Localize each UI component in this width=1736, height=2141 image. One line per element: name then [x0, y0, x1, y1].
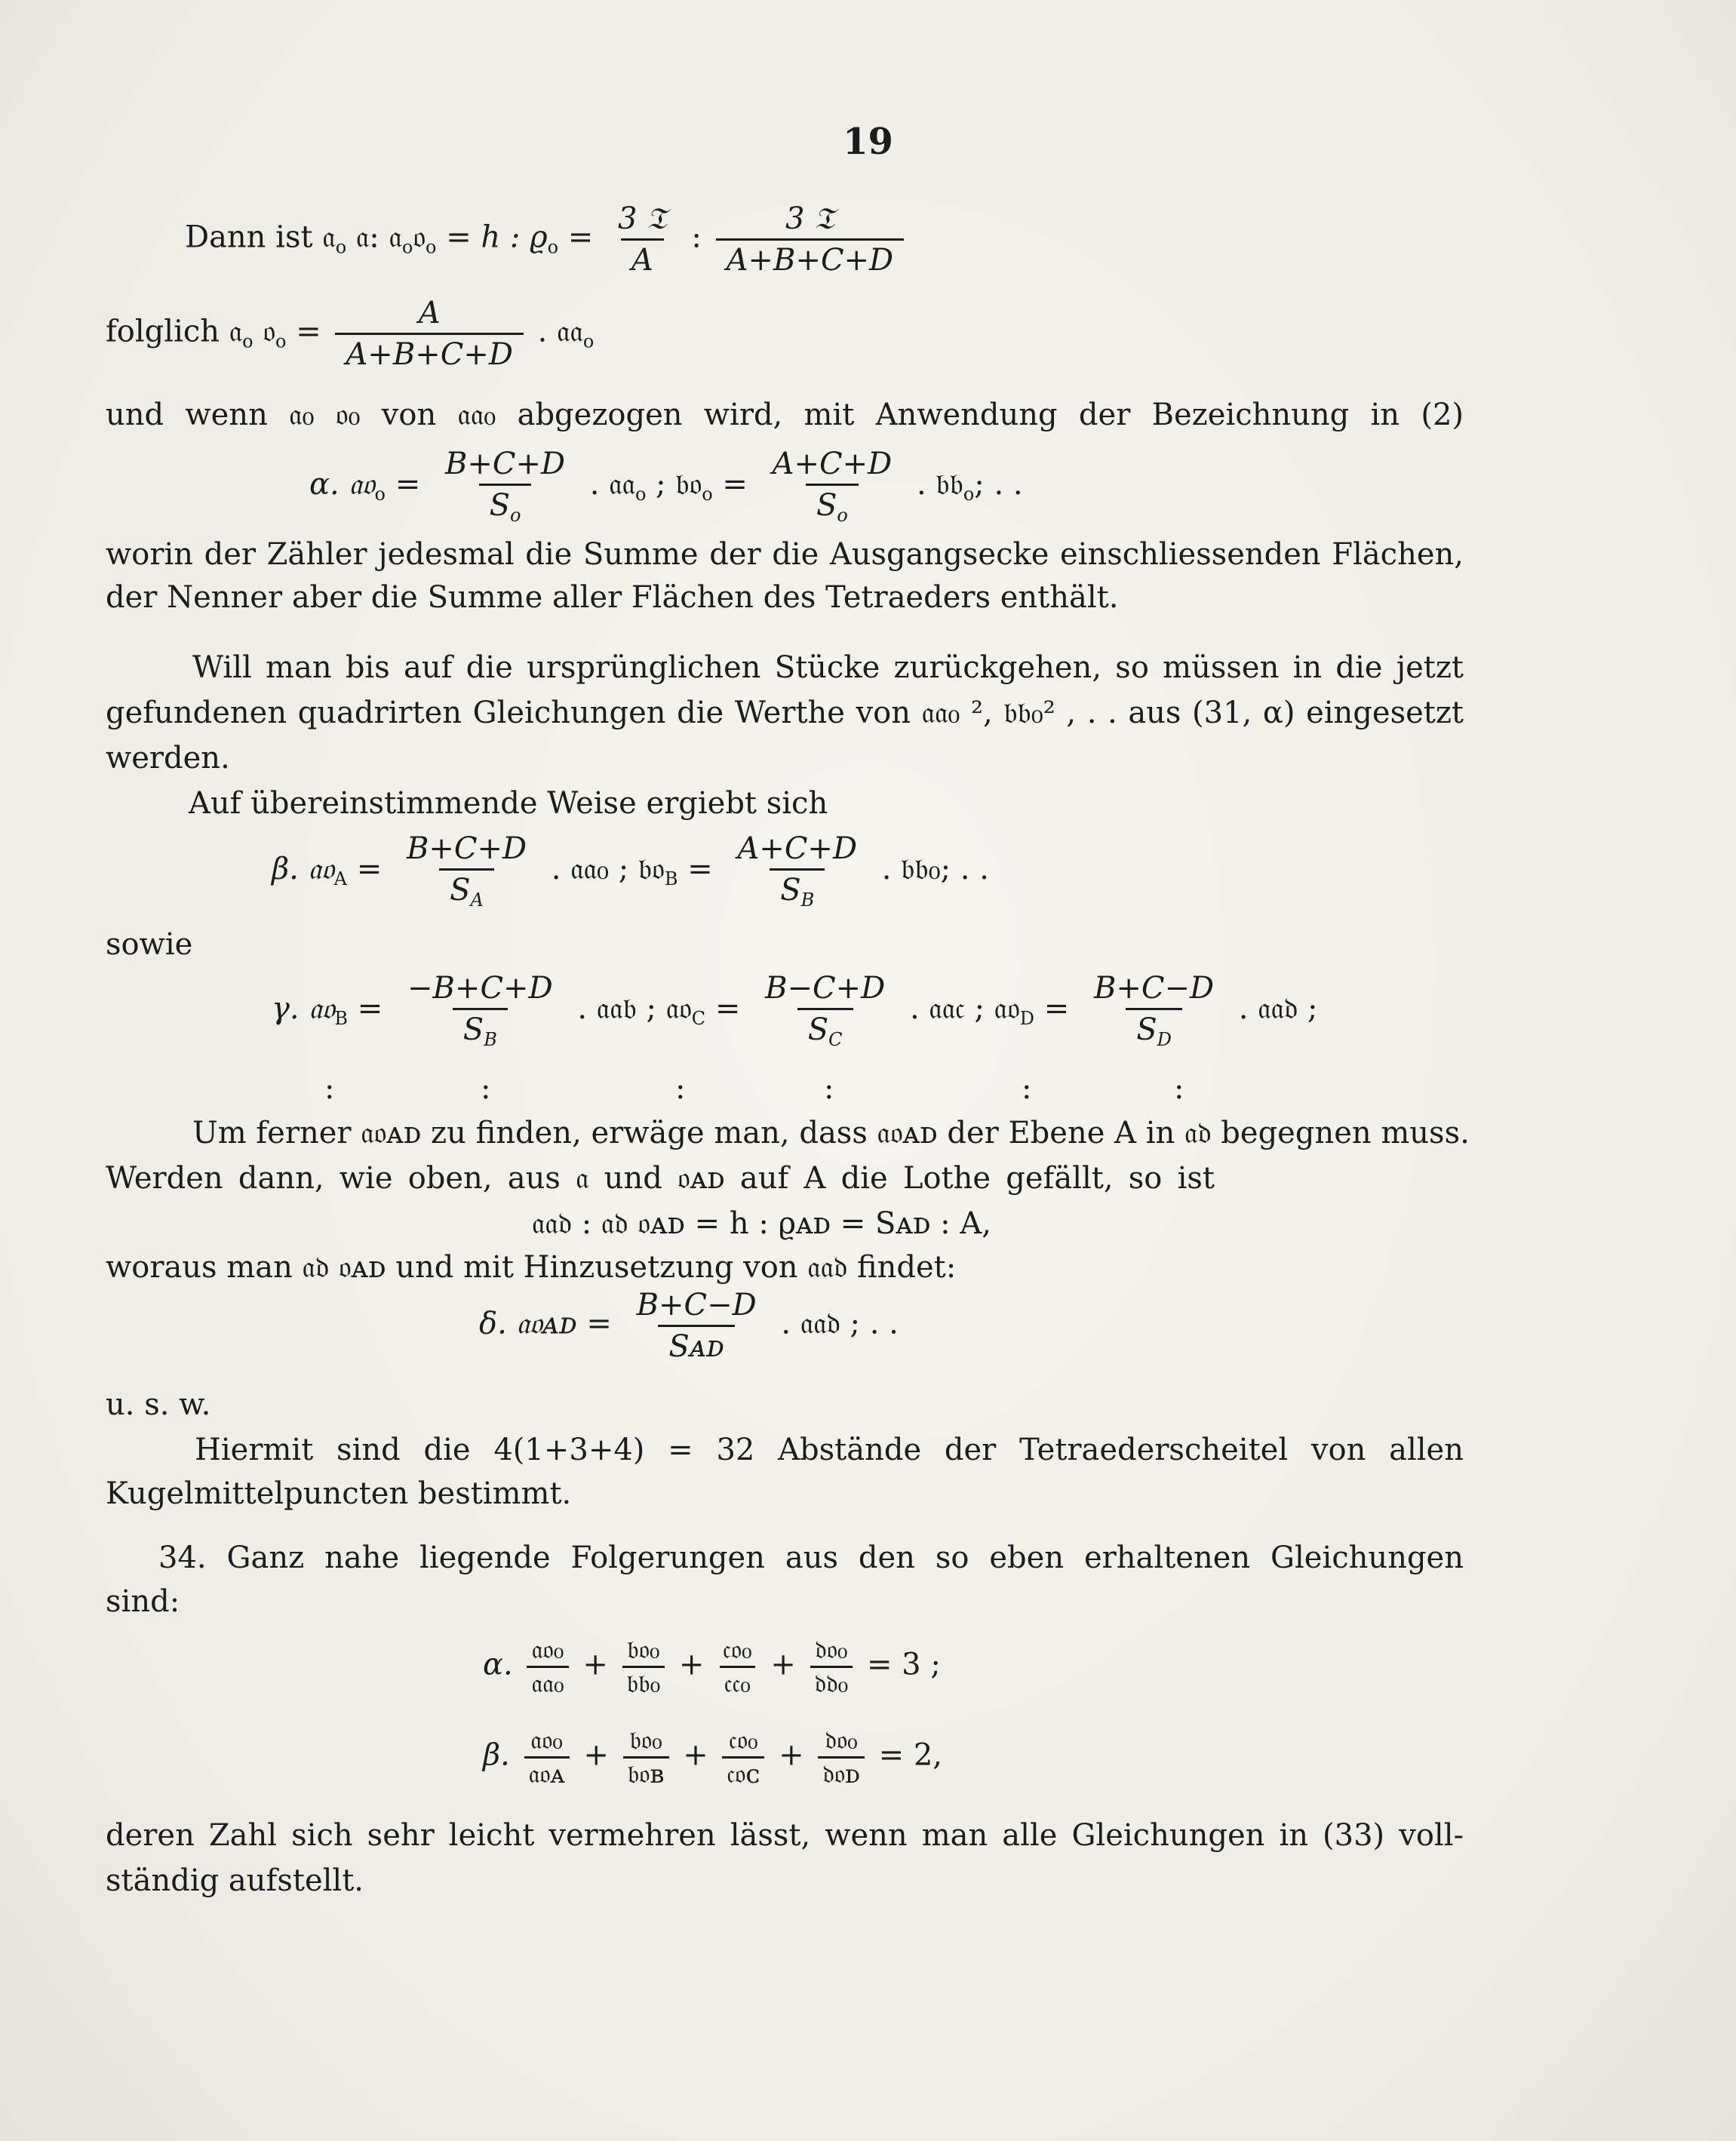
fraction-A-sum: $\frac{A}{A+B+C+D}$ [335, 298, 524, 370]
equation-alpha: α. 𝔞𝔬$_o$ = $\frac{B+C+D}{S_o}$ . 𝔞𝔞$_o$ ; 𝔟𝔬$_o$ = $\frac{A+C+D}{S_o}$ . 𝔟𝔟$_o$; . . [309, 447, 1023, 526]
paragraph-kugel: Kugelmittelpuncten bestimmt. [106, 1476, 572, 1511]
paragraph-werden-dann: Werden dann, wie oben, aus 𝔞 und 𝔬ᴀᴅ auf A die Lothe gefällt, so ist [106, 1161, 1215, 1196]
fraction-beta-2: $\frac{A+C+D}{S_B}$ [737, 831, 858, 911]
book-page: 19 Dann ist 𝔞$_o$ 𝔞: 𝔞$_o$𝔬$_o$ = h : $ϱ_o$ = $\frac{\text{3 𝔗}}{A}$ : $\frac{\text{3 𝔗}}{A+B+C+D}$ folglich 𝔞$_o$ 𝔬$_o$ = $\frac{A}{A+B+C+D}$ . 𝔞𝔞$_o$ und wenn 𝔞₀ 𝔬₀ von 𝔞𝔞₀ abgezogen wird, mit Anwendung der Bezeichnung in (2) α. 𝔞𝔬$_o$ = $\frac{B+C+D}{S_o}$ . 𝔞𝔞$_o$ ; 𝔟𝔬$_o$ = $\frac{A+C+D}{S_o}$ . 𝔟𝔟$_o$; . . worin der Zähler jedesmal die Summe der die Ausgangsecke einschliessenden Flächen, der Nenner aber die Summe aller Flächen des Tetraeders enthält. Will man bis auf die ursprünglichen Stücke zurückgehen, so müssen in die jetzt gefundenen quadrirten Gleichungen die Werthe von 𝔞𝔞₀ ², 𝔟𝔟₀² , . . aus (31, α) eingesetzt werden. Auf übereinstimmende Weise ergiebt sich β. 𝔞𝔬$_A$ = $\frac{B+C+D}{S_A}$ . 𝔞𝔞₀ ; 𝔟𝔬$_B$ = $\frac{A+C+D}{S_B}$ . 𝔟𝔟₀; . . sowie γ. 𝔞𝔬$_B$ = $\frac{-B+C+D}{S_B}$ . 𝔞𝔞𝔟 ; 𝔞𝔬$_C$ = $\frac{B-C+D}{S_C}$ . 𝔞𝔞𝔠 ; 𝔞𝔬$_D$ = $\frac{B+C-D}{S_D}$ . 𝔞𝔞𝔡 ; : : : : : : Um ferner 𝔞𝔬ᴀᴅ zu finden, erwäge man, dass 𝔞𝔬ᴀᴅ der Ebene A in 𝔞𝔡 begegnen muss. Werden dann, wie oben, aus 𝔞 und 𝔬ᴀᴅ auf A die Lothe gefällt, so ist 𝔞𝔞𝔡 : 𝔞𝔡 𝔬ᴀᴅ = h : ϱᴀᴅ = Sᴀᴅ : A, woraus man 𝔞𝔡 𝔬ᴀᴅ und mit Hinzusetzung von 𝔞𝔞𝔡 findet: δ. 𝔞𝔬ᴀᴅ = $\frac{B+C-D}{\text{Sᴀᴅ}}$ . 𝔞𝔞𝔡 ; . . u. s. w. Hiermit sind die 4(1+3+4) = 32 Abstände der Tetraederscheitel von allen Kugelmittelpuncten bestimmt. 34. Ganz nahe liegende Folgerungen aus den so eben erhaltenen Gleichungen sind: α. $\frac{\text{𝔞𝔬₀}}{\text{𝔞𝔞₀}}$ + $\frac{\text{𝔟𝔬₀}}{\text{𝔟𝔟₀}}$ + $\frac{\text{𝔠𝔬₀}}{\text{𝔠𝔠₀}}$ + $\frac{\text{𝔡𝔬₀}}{\text{𝔡𝔡₀}}$ = 3 ; β. $\frac{\text{𝔞𝔬₀}}{\text{𝔞𝔬ᴀ}}$ + $\frac{\text{𝔟𝔬₀}}{\text{𝔟𝔬ʙ}}$ + $\frac{\text{𝔠𝔬₀}}{\text{𝔠𝔬ᴄ}}$ + $\frac{\text{𝔡𝔬₀}}{\text{𝔡𝔬ᴅ}}$ = 2, deren Zahl sich sehr leicht vermehren lässt, wenn man alle Gleichungen in (33) voll- ständig aufstellt. [0, 0, 1736, 2141]
fraction-gamma-1: $\frac{-B+C+D}{S_B}$ [407, 971, 553, 1050]
paragraph-und-wenn: und wenn 𝔞₀ 𝔬₀ von 𝔞𝔞₀ abgezogen wird, mit Anwendung der Bezeichnung in (2) [106, 398, 1464, 432]
paragraph-worin: worin der Zähler jedesmal die Summe der die Ausgangsecke einschliessenden Flächen, [106, 537, 1464, 572]
paragraph-will-man: Will man bis auf die ursprünglichen Stücke zurückgehen, so müssen in die jetzt [192, 650, 1464, 685]
fraction-3T-sum: $\frac{\text{3 𝔗}}{A+B+C+D}$ [716, 204, 905, 275]
equation-lothe: 𝔞𝔞𝔡 : 𝔞𝔡 𝔬ᴀᴅ = h : ϱᴀᴅ = Sᴀᴅ : A, [532, 1206, 991, 1241]
paragraph-der-nenner: der Nenner aber die Summe aller Flächen des Tetraeders enthält. [106, 580, 1119, 615]
paragraph-gefundenen: gefundenen quadrirten Gleichungen die Werthe von 𝔞𝔞₀ ², 𝔟𝔟₀² , . . aus (31, α) eingesetzt [106, 696, 1464, 730]
equation-delta: δ. 𝔞𝔬ᴀᴅ = $\frac{B+C-D}{\text{Sᴀᴅ}}$ . 𝔞𝔞𝔡 ; . . [479, 1288, 899, 1364]
fraction-3T-A: $\frac{\text{3 𝔗}}{A}$ [618, 201, 667, 278]
fraction-gamma-2: $\frac{B-C+D}{S_C}$ [765, 971, 886, 1050]
paragraph-hiermit: Hiermit sind die 4(1+3+4) = 32 Abstände der Tetraederscheitel von allen [195, 1433, 1464, 1467]
equation-gamma: γ. 𝔞𝔬$_B$ = $\frac{-B+C+D}{S_B}$ . 𝔞𝔞𝔟 ; 𝔞𝔬$_C$ = $\frac{B-C+D}{S_C}$ . 𝔞𝔞𝔠 ; 𝔞𝔬$_D$ = $\frac{B+C-D}{S_D}$ . 𝔞𝔞𝔡 ; [272, 971, 1318, 1050]
fraction-beta-1: $\frac{B+C+D}{S_A}$ [406, 831, 527, 911]
paragraph-sowie: sowie [106, 927, 193, 962]
fraction-delta: $\frac{B+C-D}{\text{Sᴀᴅ}}$ [636, 1288, 757, 1364]
paragraph-staendig: ständig aufstellt. [106, 1863, 364, 1898]
equation-beta: β. 𝔞𝔬$_A$ = $\frac{B+C+D}{S_A}$ . 𝔞𝔞₀ ; 𝔟𝔬$_B$ = $\frac{A+C+D}{S_B}$ . 𝔟𝔟₀; . . [272, 831, 989, 911]
paragraph-woraus: woraus man 𝔞𝔡 𝔬ᴀᴅ und mit Hinzusetzung von 𝔞𝔞𝔡 findet: [106, 1250, 957, 1285]
paragraph-werden: werden. [106, 741, 230, 776]
fraction-alpha-1: $\frac{B+C+D}{S_o}$ [444, 447, 566, 526]
dann-label: Dann ist [185, 220, 313, 255]
equation-dann: Dann ist 𝔞$_o$ 𝔞: 𝔞$_o$𝔬$_o$ = h : $ϱ_o$ = $\frac{\text{3 𝔗}}{A}$ : $\frac{\text{3 𝔗}}{A+B+C+D}$ [185, 204, 908, 275]
paragraph-sind: sind: [106, 1584, 180, 1619]
equation-folglich: folglich 𝔞$_o$ 𝔬$_o$ = $\frac{A}{A+B+C+D}$ . 𝔞𝔞$_o$ [106, 296, 595, 372]
equation-34-beta: β. $\frac{\text{𝔞𝔬₀}}{\text{𝔞𝔬ᴀ}}$ + $\frac{\text{𝔟𝔬₀}}{\text{𝔟𝔬ʙ}}$ + $\frac{\text{𝔠𝔬₀}}{\text{𝔠𝔬ᴄ}}$ + $\frac{\text{𝔡𝔬₀}}{\text{𝔡𝔬ᴅ}}$ = 2, [483, 1725, 943, 1789]
paragraph-deren: deren Zahl sich sehr leicht vermehren lässt, wenn man alle Gleichungen in (33) voll- [106, 1818, 1464, 1853]
paragraph-34: 34. Ganz nahe liegende Folgerungen aus den so eben erhaltenen Gleichungen [158, 1540, 1464, 1575]
fraction-alpha-2: $\frac{A+C+D}{S_o}$ [772, 447, 893, 526]
paragraph-auf-ueber: Auf übereinstimmende Weise ergiebt sich [189, 786, 828, 821]
equation-34-alpha: α. $\frac{\text{𝔞𝔬₀}}{\text{𝔞𝔞₀}}$ + $\frac{\text{𝔟𝔬₀}}{\text{𝔟𝔟₀}}$ + $\frac{\text{𝔠𝔬₀}}{\text{𝔠𝔠₀}}$ + $\frac{\text{𝔡𝔬₀}}{\text{𝔡𝔡₀}}$ = 3 ; [483, 1635, 941, 1699]
paragraph-um-ferner: Um ferner 𝔞𝔬ᴀᴅ zu finden, erwäge man, dass 𝔞𝔬ᴀᴅ der Ebene A in 𝔞𝔡 begegnen muss. [192, 1116, 1470, 1150]
fraction-gamma-3: $\frac{B+C-D}{S_D}$ [1093, 971, 1215, 1050]
paragraph-usw: u. s. w. [106, 1387, 211, 1422]
page-number: 19 [843, 121, 893, 163]
